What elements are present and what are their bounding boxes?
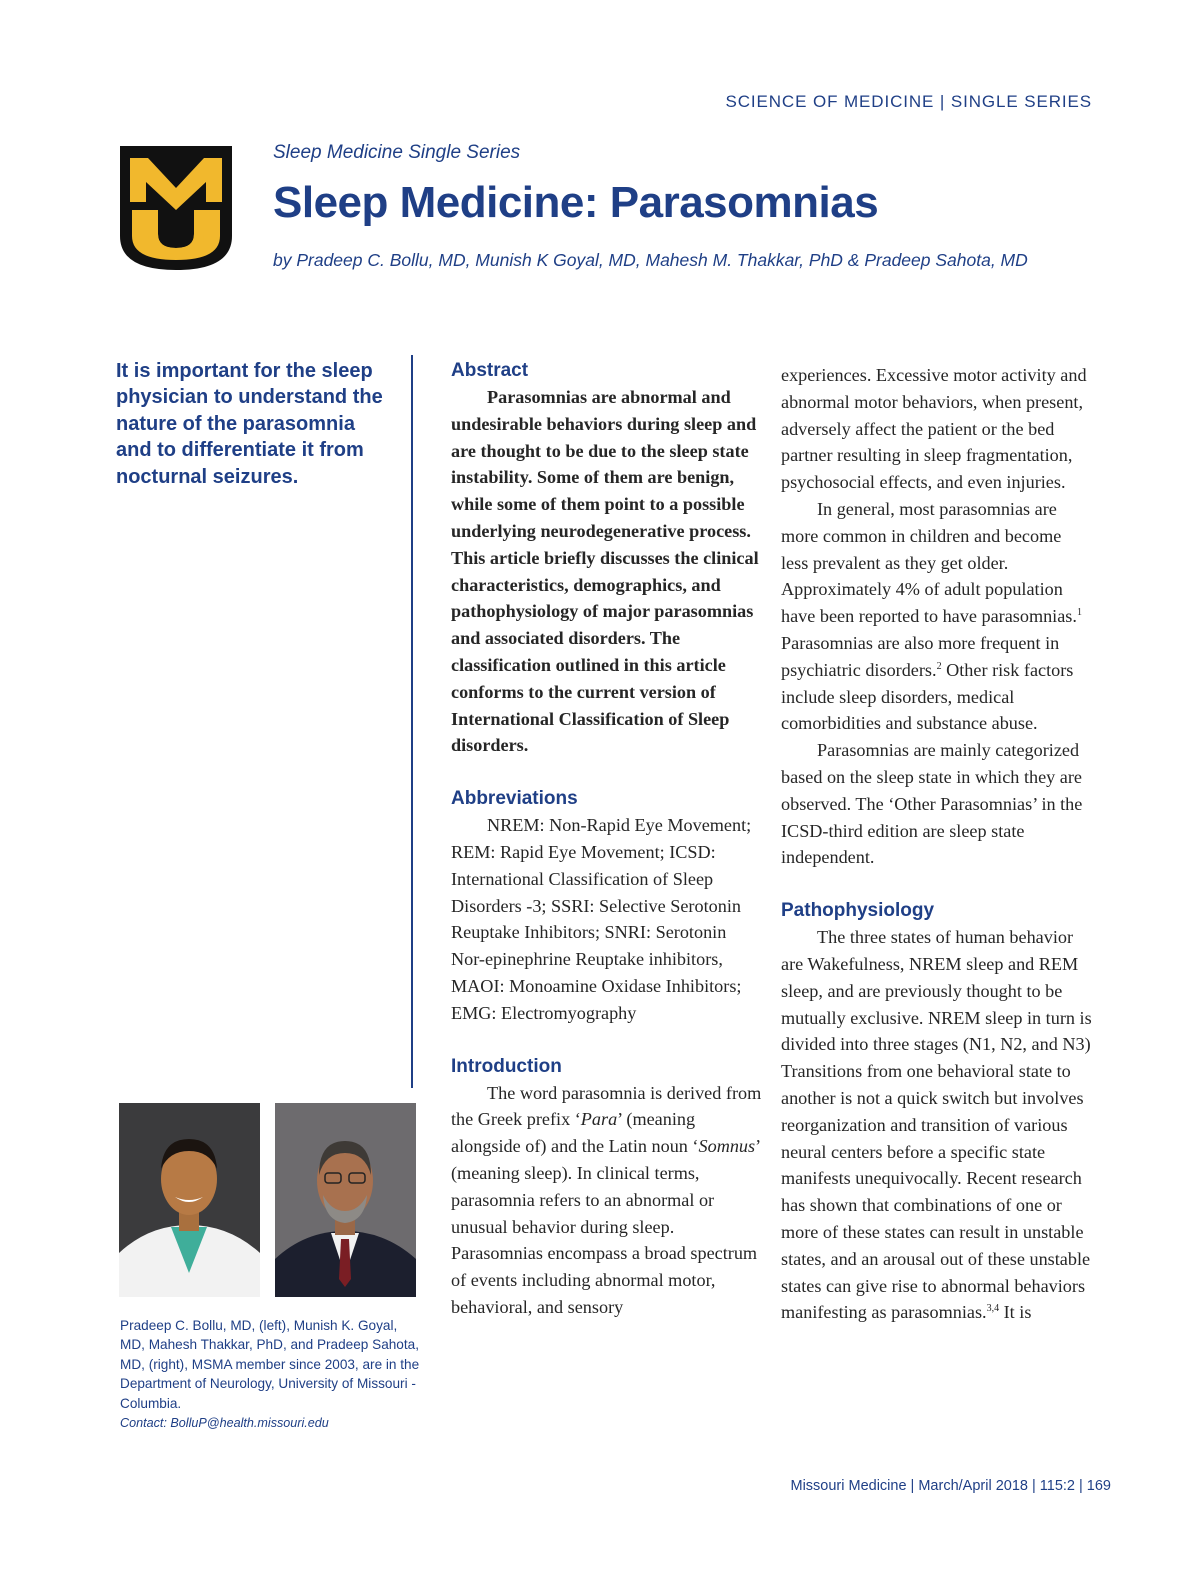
caption-contact: Contact: BolluP@health.missouri.edu [120, 1416, 329, 1431]
pull-quote: It is important for the sleep physician to understand the nature of the parasomnia and to differentiate it from nocturnal seizures. [116, 360, 383, 488]
abstract-heading: Abstract [451, 360, 529, 381]
introduction-continued: experiences. Excessive motor activity and abnormal motor behaviors, when present, adversely affect the patient or the bed partner resulting in sleep fragmentation, psychosocial effects, and even injuries. [781, 365, 1087, 493]
author-photo-left [119, 1103, 260, 1297]
introduction-paragraph: The word parasomnia is derived from the Greek prefix ‘Para’ (meaning alongside of) and the Latin noun ‘Somnus’ (meaning sleep). In clinical terms, parasomnia refers to an abnormal or unusual behavior during sleep. Parasomnias encompass a broad spectrum of events including abnormal motor, behavioral, and sensory [451, 1082, 762, 1317]
abbreviations-text: NREM: Non-Rapid Eye Movement; REM: Rapid Eye Movement; ICSD: International Classification of Sleep Disorders -3; SSRI: Selective Serotonin Reuptake Inhibitors; SNRI: Serotonin Nor-epinephrine Reuptake inhibitors, MAOI: Monoamine Oxidase Inhibitors; EMG: Electromyography [451, 815, 752, 1023]
column-middle [451, 358, 763, 1321]
caption-text: Pradeep C. Bollu, MD, (left), Munish K. Goyal, MD, Mahesh Thakkar, PhD, and Pradeep Sahota, MD, (right), MSMA member since 2003, are in the Department of Neurology, University of Missouri - Columbia. [120, 1318, 420, 1411]
series-label: Sleep Medicine Single Series [273, 142, 521, 163]
pull-quote-divider [411, 355, 413, 1088]
university-logo [118, 144, 234, 272]
article-title: Sleep Medicine: Parasomnias [273, 178, 879, 227]
page-footer: Missouri Medicine | March/April 2018 | 115:2 | 169 [790, 1478, 1111, 1494]
photo-caption [120, 1316, 420, 1433]
author-photo-right [275, 1103, 416, 1297]
pathophysiology-paragraph: The three states of human behavior are Wakefulness, NREM sleep and REM sleep, and are previously thought to be mutually exclusive. NREM sleep in turn is divided into three stages (N1, N2, and N3) Transitions from one behavioral state to another is not a quick switch but involves reorganization and transition of various neural centers before a specific state manifests unequivocally. Recent research has shown that combinations of one or more of these states can result in unstable states, and an arousal out of these unstable states can give rise to abnormal behaviors manifesting as parasomnias.$^{3,4}$ It is [781, 927, 1092, 1323]
abbreviations-heading: Abbreviations [451, 788, 578, 810]
pathophysiology-heading: Pathophysiology [781, 900, 935, 922]
byline: by Pradeep C. Bollu, MD, Munish K Goyal, MD, Mahesh M. Thakkar, PhD & Pradeep Sahota, MD [273, 250, 1028, 270]
section-header: SCIENCE OF MEDICINE | SINGLE SERIES [725, 92, 1092, 111]
introduction-heading: Introduction [451, 1055, 562, 1077]
column-right [781, 362, 1093, 1326]
abstract-text: Parasomnias are abnormal and undesirable behaviors during sleep and are thought to be due to the sleep state instability. Some of them are benign, while some of them point to a possible underlying neurodegenerative process. This article briefly discusses the clinical characteristics, demographics, and pathophysiology of major parasomnias and associated disorders. The classification outlined in this article conforms to the current version of International Classification of Sleep disorders. [451, 387, 759, 756]
introduction-paragraph-2: In general, most parasomnias are more common in children and become less prevalent as they get older. Approximately 4% of adult population have been reported to have parasomnias.$^1$ Parasomnias are also more frequent in psychiatric disorders.$^2$ Other risk factors include sleep disorders, medical comorbidities and substance abuse. [781, 498, 1082, 734]
introduction-paragraph-3: Parasomnias are mainly categorized based on the sleep state in which they are observed. The ‘Other Parasomnias’ in the ICSD-third edition are sleep state independent. [781, 740, 1083, 868]
